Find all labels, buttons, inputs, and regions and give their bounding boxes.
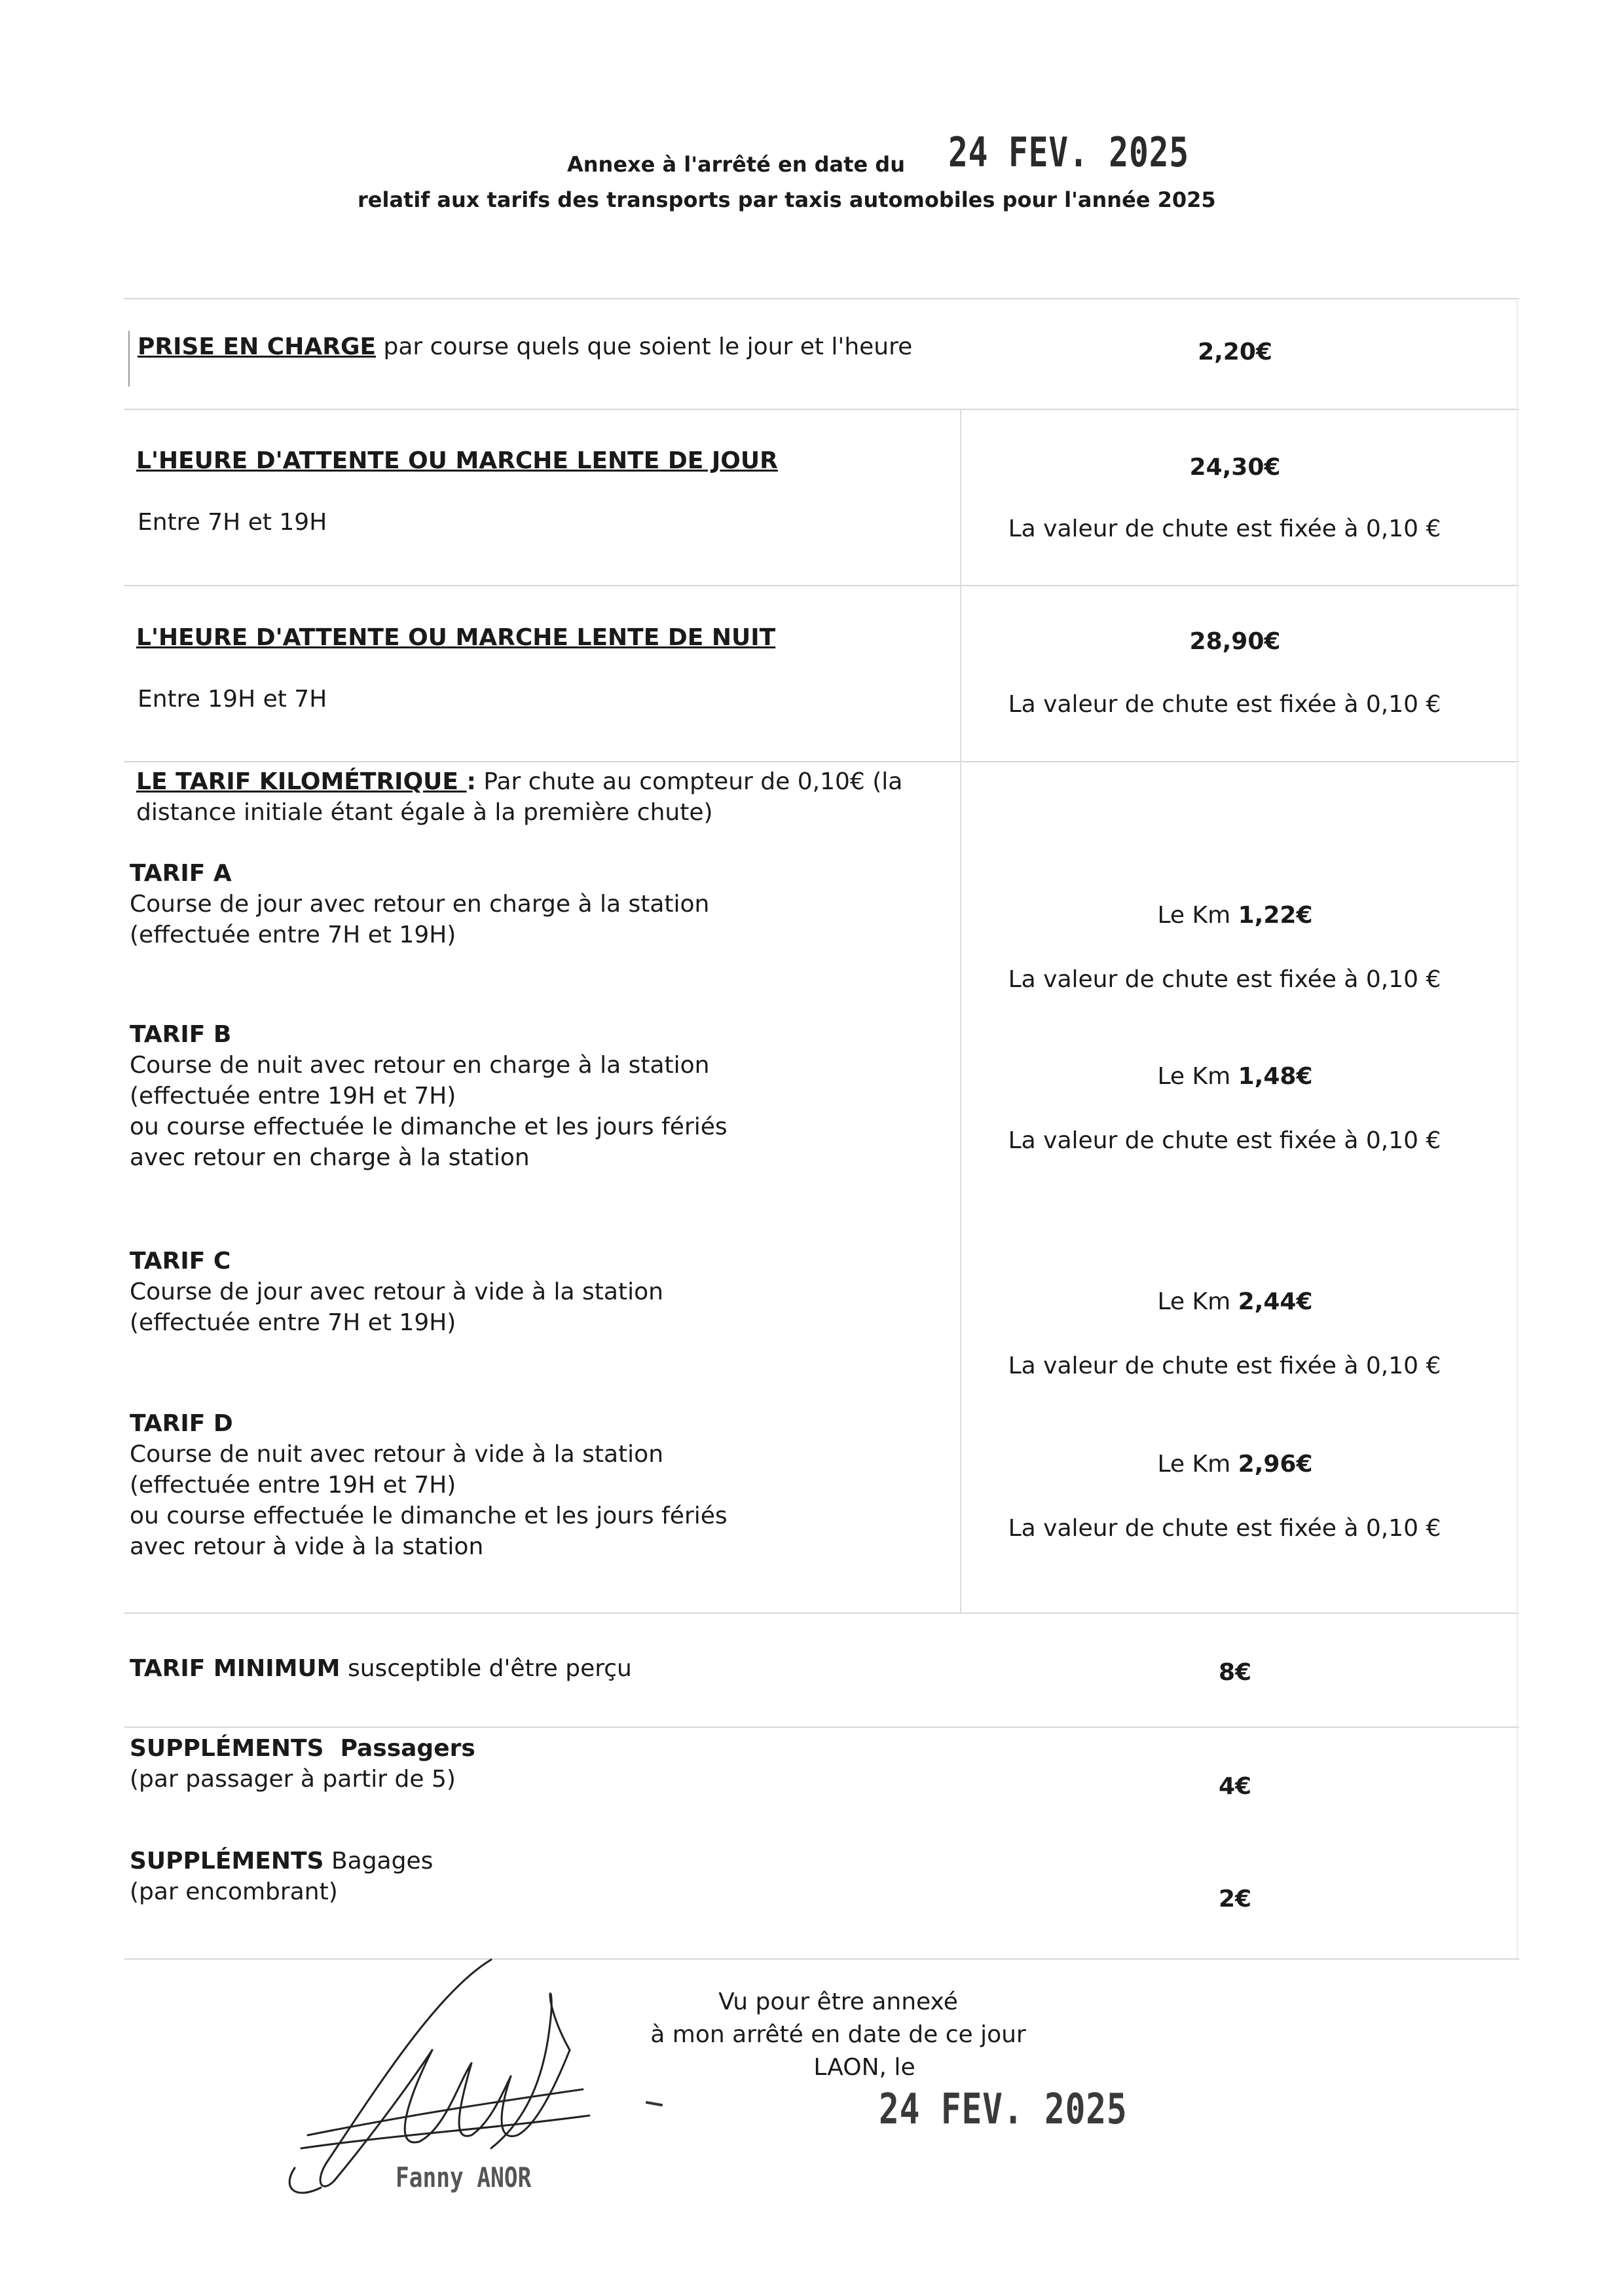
tarif-d-block: TARIF D Course de nuit avec retour à vide à la station (effectuée entre 19H et 7H) ou course effectuée le dimanche et les jours fériés avec retour à vide à la station <box>130 1408 942 1562</box>
tarif-minimum-row: TARIF MINIMUM susceptible d'être perçu <box>130 1655 632 1682</box>
tarif-a-km: Le Km 1,22€ <box>1157 902 1313 929</box>
tarif-b-title: TARIF B <box>130 1021 232 1048</box>
tarif-b-block: TARIF B Course de nuit avec retour en charge à la station (effectuée entre 19H et 7H) ou course effectuée le dimanche et les jours fériés avec retour en charge à la station <box>130 1019 942 1173</box>
tarif-minimum-value: 8€ <box>1218 1659 1252 1686</box>
divider <box>124 761 1519 762</box>
attente-jour-hours: Entre 7H et 19H <box>138 509 327 536</box>
date-stamp: 24 FEV. 2025 <box>948 128 1189 176</box>
tarif-minimum-title: TARIF MINIMUM <box>130 1655 341 1682</box>
prise-en-charge-row <box>138 331 989 362</box>
tarif-km-intro: LE TARIF KILOMÉTRIQUE : Par chute au compteur de 0,10€ (la distance initiale étant égale à la première chute) <box>136 768 903 826</box>
supplement-bagages-block: SUPPLÉMENTS Bagages (par encombrant) <box>130 1848 434 1905</box>
tarif-c-km: Le Km 2,44€ <box>1157 1288 1313 1315</box>
table-left-border <box>128 331 130 386</box>
divider <box>124 298 1519 299</box>
footer-date-stamp: 24 FEV. 2025 <box>879 2085 1128 2134</box>
prise-en-charge-value: 2,20€ <box>1198 339 1272 365</box>
tarif-c-title: TARIF C <box>130 1248 231 1275</box>
supplement-passagers-block: SUPPLÉMENTS Passagers (par passager à partir de 5) <box>130 1735 475 1793</box>
attente-jour-value: 24,30€ <box>1189 454 1281 481</box>
divider <box>124 409 1519 410</box>
attente-nuit-title: L'HEURE D'ATTENTE OU MARCHE LENTE DE NUIT <box>136 624 776 651</box>
supplement-bagages-value: 2€ <box>1218 1886 1252 1912</box>
attente-nuit-chute: La valeur de chute est fixée à 0,10 € <box>1008 691 1441 718</box>
header-line-1 <box>567 152 905 177</box>
tarif-d-km: Le Km 2,96€ <box>1157 1451 1313 1478</box>
attente-nuit-hours: Entre 19H et 7H <box>138 686 327 713</box>
tarif-c-chute: La valeur de chute est fixée à 0,10 € <box>1008 1353 1441 1379</box>
header-prefix: Annexe à l'arrêté en date du <box>567 152 905 177</box>
tarif-b-chute: La valeur de chute est fixée à 0,10 € <box>1008 1127 1441 1154</box>
tarif-a-block: TARIF A Course de jour avec retour en charge à la station (effectuée entre 7H et 19H) <box>130 858 942 950</box>
column-divider <box>960 409 961 1613</box>
tarif-a-chute: La valeur de chute est fixée à 0,10 € <box>1008 966 1441 993</box>
divider <box>124 1613 1519 1614</box>
prise-en-charge-title: PRISE EN CHARGE <box>138 333 377 360</box>
tarif-c-block: TARIF C Course de jour avec retour à vide à la station (effectuée entre 7H et 19H) <box>130 1246 942 1338</box>
tarif-a-title: TARIF A <box>130 860 232 887</box>
dash-mark <box>646 2101 663 2106</box>
tarif-d-title: TARIF D <box>130 1410 233 1437</box>
divider <box>124 585 1519 586</box>
prise-en-charge-text: par course quels que soient le jour et l'heure <box>376 333 913 360</box>
annex-note: Vu pour être annexé à mon arrêté en date de ce jour LAON, le <box>650 1988 1026 2081</box>
attente-nuit-value: 28,90€ <box>1189 628 1281 655</box>
signatory-name: Fanny ANOR <box>396 2161 532 2193</box>
attente-jour-title: L'HEURE D'ATTENTE OU MARCHE LENTE DE JOUR <box>136 447 778 474</box>
supplement-passagers-value: 4€ <box>1218 1773 1252 1800</box>
tarif-d-chute: La valeur de chute est fixée à 0,10 € <box>1008 1515 1441 1542</box>
tarif-b-km: Le Km 1,48€ <box>1157 1063 1313 1090</box>
divider <box>124 1726 1519 1728</box>
table-right-border <box>1517 298 1518 1958</box>
attente-jour-chute: La valeur de chute est fixée à 0,10 € <box>1008 515 1441 542</box>
header-line-2: relatif aux tarifs des transports par taxis automobiles pour l'année 2025 <box>358 187 1216 212</box>
